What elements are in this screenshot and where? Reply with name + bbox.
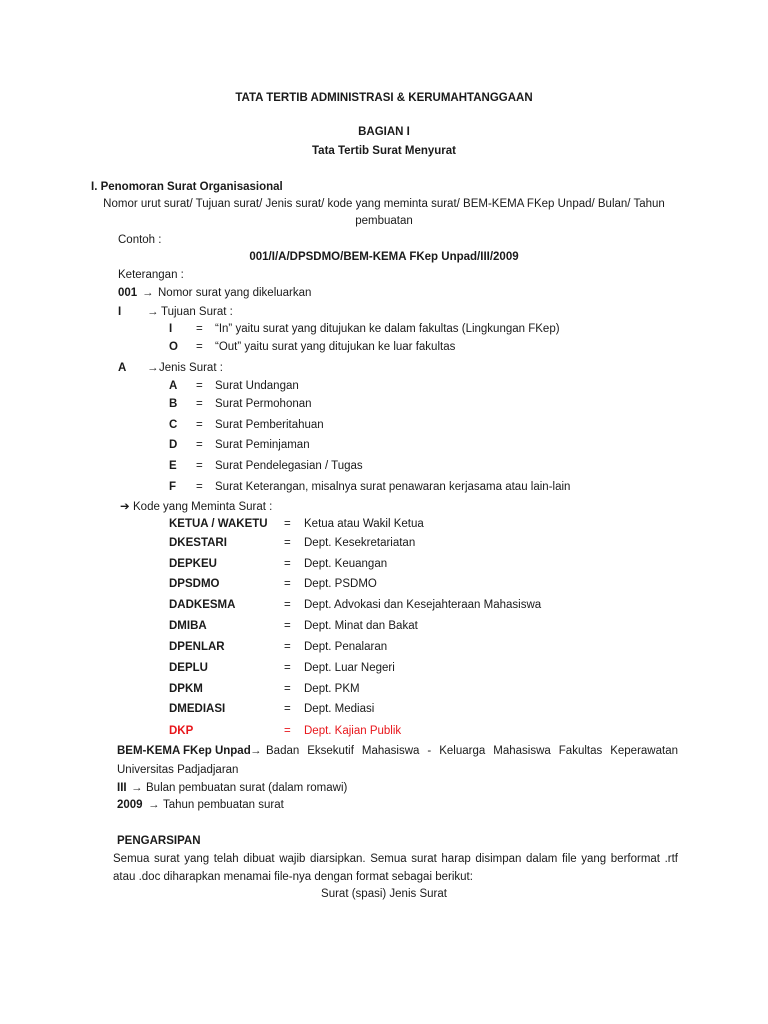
jenis-code: A (169, 380, 178, 392)
jenis-eq: = (196, 460, 203, 472)
kode-eq: = (284, 725, 291, 737)
format-line-1: Nomor urut surat/ Tujuan surat/ Jenis surat/ kode yang meminta surat/ BEM-KEMA FKep Unpad/ Bulan/ Tahun (103, 198, 665, 210)
kode-code: DPKM (169, 683, 203, 695)
kode-text: Dept. PSDMO (304, 578, 377, 590)
kode-code: DKESTARI (169, 537, 227, 549)
year-code: 2009 (117, 799, 143, 811)
kode-eq: = (284, 578, 291, 590)
arrow-icon: → (148, 799, 160, 811)
bem-text-line-2: Universitas Padjadjaran (117, 764, 239, 776)
kode-code-highlighted: DKP (169, 725, 194, 737)
kode-eq: = (284, 703, 291, 715)
year-text: Tahun pembuatan surat (163, 799, 284, 811)
item-I-code: I (118, 306, 122, 318)
jenis-code: B (169, 398, 178, 410)
jenis-text: Surat Keterangan, misalnya surat penawaran kerjasama atau lain-lain (215, 481, 571, 493)
arrow-icon: → (250, 745, 262, 757)
jenis-text: Surat Permohonan (215, 398, 312, 410)
kode-code: DPENLAR (169, 641, 225, 653)
tujuan-text: “Out” yaitu surat yang ditujukan ke luar fakultas (215, 341, 456, 353)
kode-text: Dept. Kesekretariatan (304, 537, 416, 549)
kode-code: DPSDMO (169, 578, 220, 590)
document-title: TATA TERTIB ADMINISTRASI & KERUMAHTANGGAAN (235, 92, 533, 104)
kode-eq: = (284, 599, 291, 611)
kode-text: Dept. Mediasi (304, 703, 375, 715)
bem-code: BEM-KEMA FKep Unpad (117, 745, 251, 757)
kode-text: Dept. Penalaran (304, 641, 388, 653)
tujuan-text: “In” yaitu surat yang ditujukan ke dalam fakultas (Lingkungan FKep) (215, 323, 560, 335)
archiving-heading: PENGARSIPAN (117, 835, 201, 847)
jenis-eq: = (196, 398, 203, 410)
kode-text: Dept. Minat dan Bakat (304, 620, 418, 632)
kode-text: Dept. Advokasi dan Kesejahteraan Mahasiswa (304, 599, 542, 611)
example-label: Contoh : (118, 234, 162, 246)
arrow-bold-icon: ➔ (120, 501, 130, 513)
kode-text: Dept. Luar Negeri (304, 662, 395, 674)
iii-text: Bulan pembuatan surat (dalam romawi) (146, 782, 348, 794)
jenis-eq: = (196, 439, 203, 451)
item-I-text: Tujuan Surat : (161, 306, 233, 318)
jenis-code: E (169, 460, 177, 472)
kode-code: DMIBA (169, 620, 207, 632)
kode-code: DMEDIASI (169, 703, 226, 715)
kode-text: Ketua atau Wakil Ketua (304, 518, 424, 530)
kode-eq: = (284, 558, 291, 570)
arrow-icon: → (131, 782, 143, 794)
item-A-code: A (118, 362, 127, 374)
arrow-icon: → (147, 362, 159, 374)
arrow-icon: → (147, 306, 159, 318)
kode-eq: = (284, 537, 291, 549)
tujuan-eq: = (196, 323, 203, 335)
jenis-text: Surat Peminjaman (215, 439, 310, 451)
part-label: BAGIAN I (358, 126, 410, 138)
section-heading: I. Penomoran Surat Organisasional (91, 181, 283, 193)
kode-code: KETUA / WAKETU (169, 518, 268, 530)
kode-code: DADKESMA (169, 599, 236, 611)
kode-eq: = (284, 641, 291, 653)
tujuan-code: O (169, 341, 178, 353)
jenis-text: Surat Undangan (215, 380, 299, 392)
item-001-code: 001 (118, 287, 138, 299)
item-A-text: Jenis Surat : (159, 362, 223, 374)
tujuan-eq: = (196, 341, 203, 353)
kode-eq: = (284, 620, 291, 632)
jenis-code: C (169, 419, 178, 431)
jenis-eq: = (196, 419, 203, 431)
jenis-code: D (169, 439, 178, 451)
jenis-text: Surat Pemberitahuan (215, 419, 324, 431)
notes-label: Keterangan : (118, 269, 184, 281)
kode-code: DEPKEU (169, 558, 217, 570)
kode-text: Dept. Keuangan (304, 558, 388, 570)
tujuan-code: I (169, 323, 173, 335)
section-subtitle: Tata Tertib Surat Menyurat (312, 145, 456, 157)
jenis-eq: = (196, 380, 203, 392)
kode-text: Dept. PKM (304, 683, 360, 695)
kode-eq: = (284, 518, 291, 530)
archiving-paragraph-line-1: Semua surat yang telah dibuat wajib diarsipkan. Semua surat harap disimpan dalam file yang berformat .rtf (113, 853, 678, 865)
archiving-paragraph-line-2: atau .doc diharapkan menamai file-nya dengan format sebagai berikut: (113, 871, 473, 883)
item-001-text: Nomor surat yang dikeluarkan (158, 287, 312, 299)
example-value: 001/I/A/DPSDMO/BEM-KEMA FKep Unpad/III/2009 (249, 251, 519, 263)
format-line-2: pembuatan (355, 215, 413, 227)
kode-eq: = (284, 662, 291, 674)
jenis-code: F (169, 481, 177, 493)
kode-eq: = (284, 683, 291, 695)
archiving-format: Surat (spasi) Jenis Surat (321, 888, 447, 900)
arrow-icon: → (142, 287, 154, 299)
iii-code: III (117, 782, 127, 794)
jenis-eq: = (196, 481, 203, 493)
jenis-text: Surat Pendelegasian / Tugas (215, 460, 363, 472)
bem-text-line-1: Badan Eksekutif Mahasiswa - Keluarga Mahasiswa Fakultas Keperawatan (266, 745, 678, 757)
kode-code: DEPLU (169, 662, 208, 674)
kode-label: Kode yang Meminta Surat : (133, 501, 273, 513)
kode-text-highlighted: Dept. Kajian Publik (304, 725, 402, 737)
